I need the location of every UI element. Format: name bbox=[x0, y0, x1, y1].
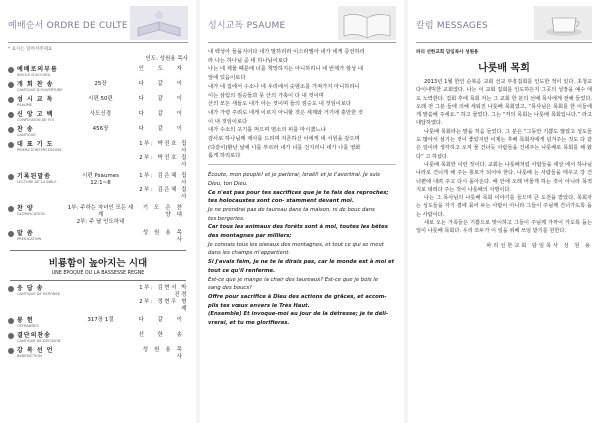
worship-item-leader: 기도은찬양대 bbox=[142, 205, 188, 218]
worship-item bbox=[8, 230, 188, 244]
bullet-icon bbox=[8, 231, 14, 237]
worship-items bbox=[8, 66, 188, 244]
worship-item-label bbox=[17, 111, 67, 122]
bullet-icon bbox=[8, 82, 14, 88]
worship-item-label bbox=[17, 81, 67, 92]
psalm-korean-line: 롭게 하리로다 bbox=[208, 153, 241, 160]
psalm-korean-line: 내가 가령 주려도 네게 이르지 아니할 것은 세계와 거기에 충만한 것 bbox=[208, 109, 363, 116]
worship-item-detail: 456장 bbox=[92, 126, 109, 132]
worship-item-label-fr: CANTIQUE bbox=[17, 133, 36, 137]
bullet-icon bbox=[8, 97, 14, 103]
worship-item-label-fr: OFFRANDES bbox=[17, 324, 39, 328]
sermon-title-box bbox=[10, 250, 186, 281]
bullet-icon bbox=[8, 112, 14, 118]
worship-item bbox=[8, 96, 188, 107]
psalm-korean-line: 나는 네 제물 때문에 너를 책망하지는 아니하리니 네 번제가 항상 내 bbox=[208, 66, 363, 73]
hymnal-icon bbox=[130, 6, 188, 40]
psalm-french-line: Dieu, ton Dieu. bbox=[208, 180, 248, 187]
bullet-icon bbox=[8, 348, 14, 354]
message-title-header: 칼럼 MESSAGES bbox=[416, 21, 488, 31]
psalm-korean-line: 이 내 것임이로다 bbox=[208, 118, 248, 125]
bullet-icon bbox=[8, 318, 14, 324]
psalm-french-line: Je connais tous les oiseaux des montagnes, et tout ce qui se meut bbox=[208, 241, 384, 248]
officiant: 인도: 성원용 목사 bbox=[145, 56, 188, 62]
worship-item-leader: 다 같 이 bbox=[138, 81, 188, 87]
psalm-french-line: plis tes vœux envers le Très Haut. bbox=[208, 302, 310, 309]
worship-item-detail: 시편 50편 bbox=[88, 96, 113, 102]
worship-item-label-fr: INVOLE D'ACCUEIL bbox=[17, 73, 51, 77]
worship-item bbox=[8, 285, 188, 313]
message-body bbox=[416, 78, 592, 236]
worship-item-label bbox=[17, 332, 67, 343]
worship-item-leader: 다 같 이 bbox=[138, 317, 188, 323]
open-book-icon bbox=[338, 6, 396, 40]
worship-order-title: 예배순서 ORDRE DE CULTE bbox=[8, 21, 128, 31]
worship-item-label-fr: CANTIQUE D'OUVERTURE bbox=[17, 88, 63, 92]
worship-items-after-sermon bbox=[8, 285, 188, 361]
worship-item-label-ko: 신 앙 고 백 bbox=[17, 111, 54, 118]
message-paragraph: 나룻배 목회란 이런 것이다. 교회는 나룻배처럼 사람들을 세상 에서 하나님 나라로 건너게 해 주는 통로가 되어야 한다. 나룻배 는 사람들을 태우고 강 건너편에 내려 주고 다시 돌아온다. 배 안에 오래 머물게 하는 것이 아니라 목적지로 데려다 주는 것이 나룻배의 사명이다. bbox=[416, 161, 592, 193]
psalm-korean-line: 산의 모든 새들도 내가 아는 것이며 들의 짐승도 내 것임이로다 bbox=[208, 101, 352, 108]
psalm-korean-line: 내가 수소의 고기를 먹으며 염소의 피를 마시겠느냐 bbox=[208, 127, 326, 134]
worship-item-leader: 1부: 김현서 박진경 2부: 정현우 형제 bbox=[139, 285, 188, 312]
worship-item-detail: 317장 1절 bbox=[87, 317, 114, 323]
psalm-french-line: Est-ce que je mange la chair des taureaux? Est-ce que je bois le bbox=[208, 276, 379, 283]
worship-item-label bbox=[17, 285, 67, 296]
worship-item-label-fr: CANTIQUE DE DECISION bbox=[17, 339, 61, 343]
psalm-korean-line: 내 백성아 들을지어다 내가 말하리라 이스라엘아 내가 네게 증언하리 bbox=[208, 49, 365, 55]
psalm-french-line: sang des boucs? bbox=[208, 285, 252, 292]
psalm-french-line: des montagnes par milliers; bbox=[208, 233, 292, 240]
psalm-french-line: vrerai, et tu me glorifieras. bbox=[208, 320, 290, 327]
message-paragraph: 새로 오는 가족들은 기쁨으로 맞이하고 그들이 주님께 가까이 가도록 돕는 일이 나룻배 목회다. 우리 모두가 이 일을 위해 쓰임 받기를 원한다. bbox=[416, 220, 592, 235]
bullet-icon bbox=[8, 286, 14, 292]
bullet-icon bbox=[8, 174, 14, 180]
worship-item-label-ko: 예배로의부름 bbox=[17, 66, 58, 73]
worship-item-label bbox=[17, 66, 67, 77]
psalm-french-line: Ce n'est pas pour tes sacrifices que je te fais des reproches; bbox=[208, 189, 389, 196]
worship-item-label bbox=[17, 317, 67, 328]
worship-item bbox=[8, 126, 188, 137]
worship-item-label bbox=[17, 230, 67, 241]
psalm-korean-text bbox=[208, 48, 396, 161]
worship-item-leader: 1부: 박진호 집사 2부: 박진호 집사 bbox=[139, 141, 188, 168]
message-paragraph: 나룻배 목회라는 말을 처음 들었다. 그 분은 “그동안 기쁨도 많았고 성도들도 많아서 섬기는 것이 좋았지만 이제는 후배 목회자에게 넘겨주는 것도 다 같은 일이라 생각하고 오직 물 건너듯 사람들을 건네주는 나룻배로 목회를 해 왔다” 고 하셨다. bbox=[416, 128, 592, 160]
worship-item-label bbox=[17, 126, 67, 137]
worship-item bbox=[8, 347, 188, 361]
psalm-french-line: tout ce qu'il renferme. bbox=[208, 267, 276, 274]
psalm-korean-line: 내가 네 집에서 수소나 네 우리에서 숫염소를 가져가지 아니하리니 bbox=[208, 83, 360, 90]
worship-item-leader: 인 도 자 bbox=[138, 66, 188, 72]
psalm-french-line: tes holocaustes sont con- stamment devant moi. bbox=[208, 198, 354, 205]
worship-item-label-fr: BENEDICTION bbox=[17, 354, 42, 358]
psalm-french-text bbox=[208, 171, 396, 328]
standing-note: * 표시는 일어서주세요 bbox=[8, 47, 53, 52]
worship-item-label bbox=[17, 96, 67, 107]
worship-item-label bbox=[17, 141, 67, 152]
divider bbox=[208, 164, 396, 165]
worship-order-header bbox=[8, 6, 188, 43]
psalm-french-line: (Ensemble) Et invoque-moi au jour de la détresse; je te déli- bbox=[208, 311, 389, 318]
worship-item-label-ko: 결단의찬송 bbox=[17, 332, 51, 339]
worship-item-leader: 성원용목사 bbox=[142, 347, 188, 360]
message-author: 파리 선한교회 담임목사 성원용 bbox=[416, 50, 479, 55]
worship-item-label-ko: 기록된말씀 bbox=[17, 173, 51, 180]
sermon-title-korean: 비룡함이 높아지는 시대 bbox=[48, 258, 148, 269]
worship-item-label-ko: 개 회 찬 송 bbox=[17, 81, 54, 88]
worship-item-label-ko: 찬 양 bbox=[17, 205, 34, 212]
worship-item-leader: 다 같 이 bbox=[138, 126, 188, 132]
worship-item-label-ko: 봉 헌 bbox=[17, 317, 34, 324]
worship-item bbox=[8, 317, 188, 328]
worship-item bbox=[8, 81, 188, 92]
worship-item-label-ko: 강 복 선 언 bbox=[17, 347, 54, 354]
psalm-korean-line: (다같이)환난 날에 나를 부르라 내가 너를 건지리니 네가 나를 영화 bbox=[208, 144, 361, 151]
worship-item-label-ko: 성 시 교 독 bbox=[17, 96, 54, 103]
worship-item-label bbox=[17, 205, 67, 216]
worship-item-leader: 성원용목사 bbox=[142, 230, 188, 243]
bullet-icon bbox=[8, 127, 14, 133]
bullet-icon bbox=[8, 333, 14, 339]
psalm-french-line: Écoute, mon peuple! et je parlerai; Israël! et je t'avertirai. Je suis bbox=[208, 172, 380, 179]
worship-item-label-fr: PRIERE D'INTERCESSION bbox=[17, 148, 62, 152]
psalm-korean-line: 감사로 하나님께 제사를 드리며 지존하신 이에게 네 서원을 갚으며 bbox=[208, 136, 360, 143]
worship-item bbox=[8, 173, 188, 201]
worship-item-label-fr: PSAUME bbox=[17, 103, 32, 107]
sermon-title-french: UNE EPOQUE OU LA BASSESSE REGNE bbox=[51, 271, 145, 276]
psalm-korean-line: 라 나는 하나님 곧 네 하나님이로다 bbox=[208, 57, 289, 64]
psalm-french-line: Si j'avais faim, je ne te le dirais pas, car le monde est à moi et bbox=[208, 259, 395, 266]
psalm-korean-line: 이는 삼림의 짐승들과 뭇 산의 가축이 다 내 것이며 bbox=[208, 92, 324, 99]
worship-item-label-ko: 대 표 기 도 bbox=[17, 141, 54, 148]
bullet-icon bbox=[8, 142, 14, 148]
worship-item-label bbox=[17, 173, 67, 184]
worship-item bbox=[8, 66, 188, 77]
psalm-french-line: dans les champs m'appartient. bbox=[208, 250, 290, 257]
worship-item-detail: 25장 bbox=[94, 81, 107, 87]
psalm-korean-line: 앞에 있음이로다 bbox=[208, 75, 246, 82]
worship-item bbox=[8, 141, 188, 169]
message-header bbox=[416, 6, 592, 43]
psalm-french-line: Car tous les animaux des forêts sont à moi, toutes les bêtes bbox=[208, 224, 388, 231]
worship-item-label-ko: 응 답 송 bbox=[17, 285, 44, 292]
message-signature: 파리선한교회 담임목사 성 원 용 bbox=[486, 242, 592, 249]
worship-item-detail: 시편 Psaumes 12:1~8 bbox=[82, 173, 119, 186]
worship-item-leader: 선 한 송 bbox=[138, 332, 188, 338]
worship-item-detail: 1부: 주하는 자녀인 모든 세계 2부: 주 날 인도하네 bbox=[67, 205, 134, 225]
coffee-cup-icon bbox=[534, 6, 592, 40]
worship-item-label-ko: 말 씀 bbox=[17, 230, 34, 237]
message-column bbox=[408, 0, 600, 423]
worship-item-label bbox=[17, 347, 67, 358]
psalm-french-line: tes bergeries. bbox=[208, 215, 245, 222]
worship-item-label-fr: LECTURE DE LA BIBLE bbox=[17, 180, 57, 184]
worship-item-leader: 다 같 이 bbox=[138, 96, 188, 102]
psalm-french-line: Offre pour sacrifice à Dieu des actions de grâces, et accom- bbox=[208, 293, 387, 300]
message-paragraph: 2013년 1월 한인 순복음 교회 선교 부흥집회를 인도한 적이 있다. 초청교 다이내믹한 교회였다. 나는 이 교회 집회를 인도하든지 그곳의 성장을 예수 애도 노력한다. 집회 후에 목회 자는 그 교회 한 분의 선배 목사에게 전해 들었다. 오래 전 그분 들에 의해 세워진 나룻배 목회였고, “목사님은 목회를 한 이들에게 말씀해 주세요.” 하고 물었다. 그는 “저의 목회는 나룻배 목회입니다.” 라고 대답하였다. bbox=[416, 79, 592, 127]
psalm-header bbox=[208, 6, 396, 43]
worship-item-label-fr: GLORIFICATION bbox=[17, 212, 45, 216]
worship-item-label-fr: PREDICATION bbox=[17, 237, 42, 241]
worship-item-leader: 다 같 이 bbox=[138, 111, 188, 117]
worship-order-column bbox=[0, 0, 196, 423]
bullet-icon bbox=[8, 67, 14, 73]
worship-item bbox=[8, 205, 188, 226]
psalm-column bbox=[200, 0, 404, 423]
worship-item-detail: 사도신경 bbox=[89, 111, 112, 117]
message-paragraph: 나는 그 목사님의 나룻배 목회 이야기를 들으며 큰 도전을 받았다. 목회자는 성도들을 자기 곁에 묶어 두는 사람이 아니라 그들이 주님께 건너가도록 돕는 사람이다. bbox=[416, 195, 592, 218]
worship-item-label-ko: 찬 송 bbox=[17, 126, 34, 133]
worship-item bbox=[8, 111, 188, 122]
bullet-icon bbox=[8, 206, 14, 212]
worship-item-label-fr: CANTIQUE DE REPONSE bbox=[17, 292, 60, 296]
psalm-french-line: Je ne prendrai pas de taureau dans ta maison, ni de bouc dans bbox=[208, 206, 375, 213]
worship-item-label-fr: CONFESSION DE FOI bbox=[17, 118, 54, 122]
worship-item bbox=[8, 332, 188, 343]
psalm-title: 성시교독 PSAUME bbox=[208, 21, 286, 31]
message-title: 나룻배 목회 bbox=[478, 63, 530, 74]
worship-item-leader: 1부: 김은혜 집사 2부: 김은혜 집사 bbox=[139, 173, 188, 200]
